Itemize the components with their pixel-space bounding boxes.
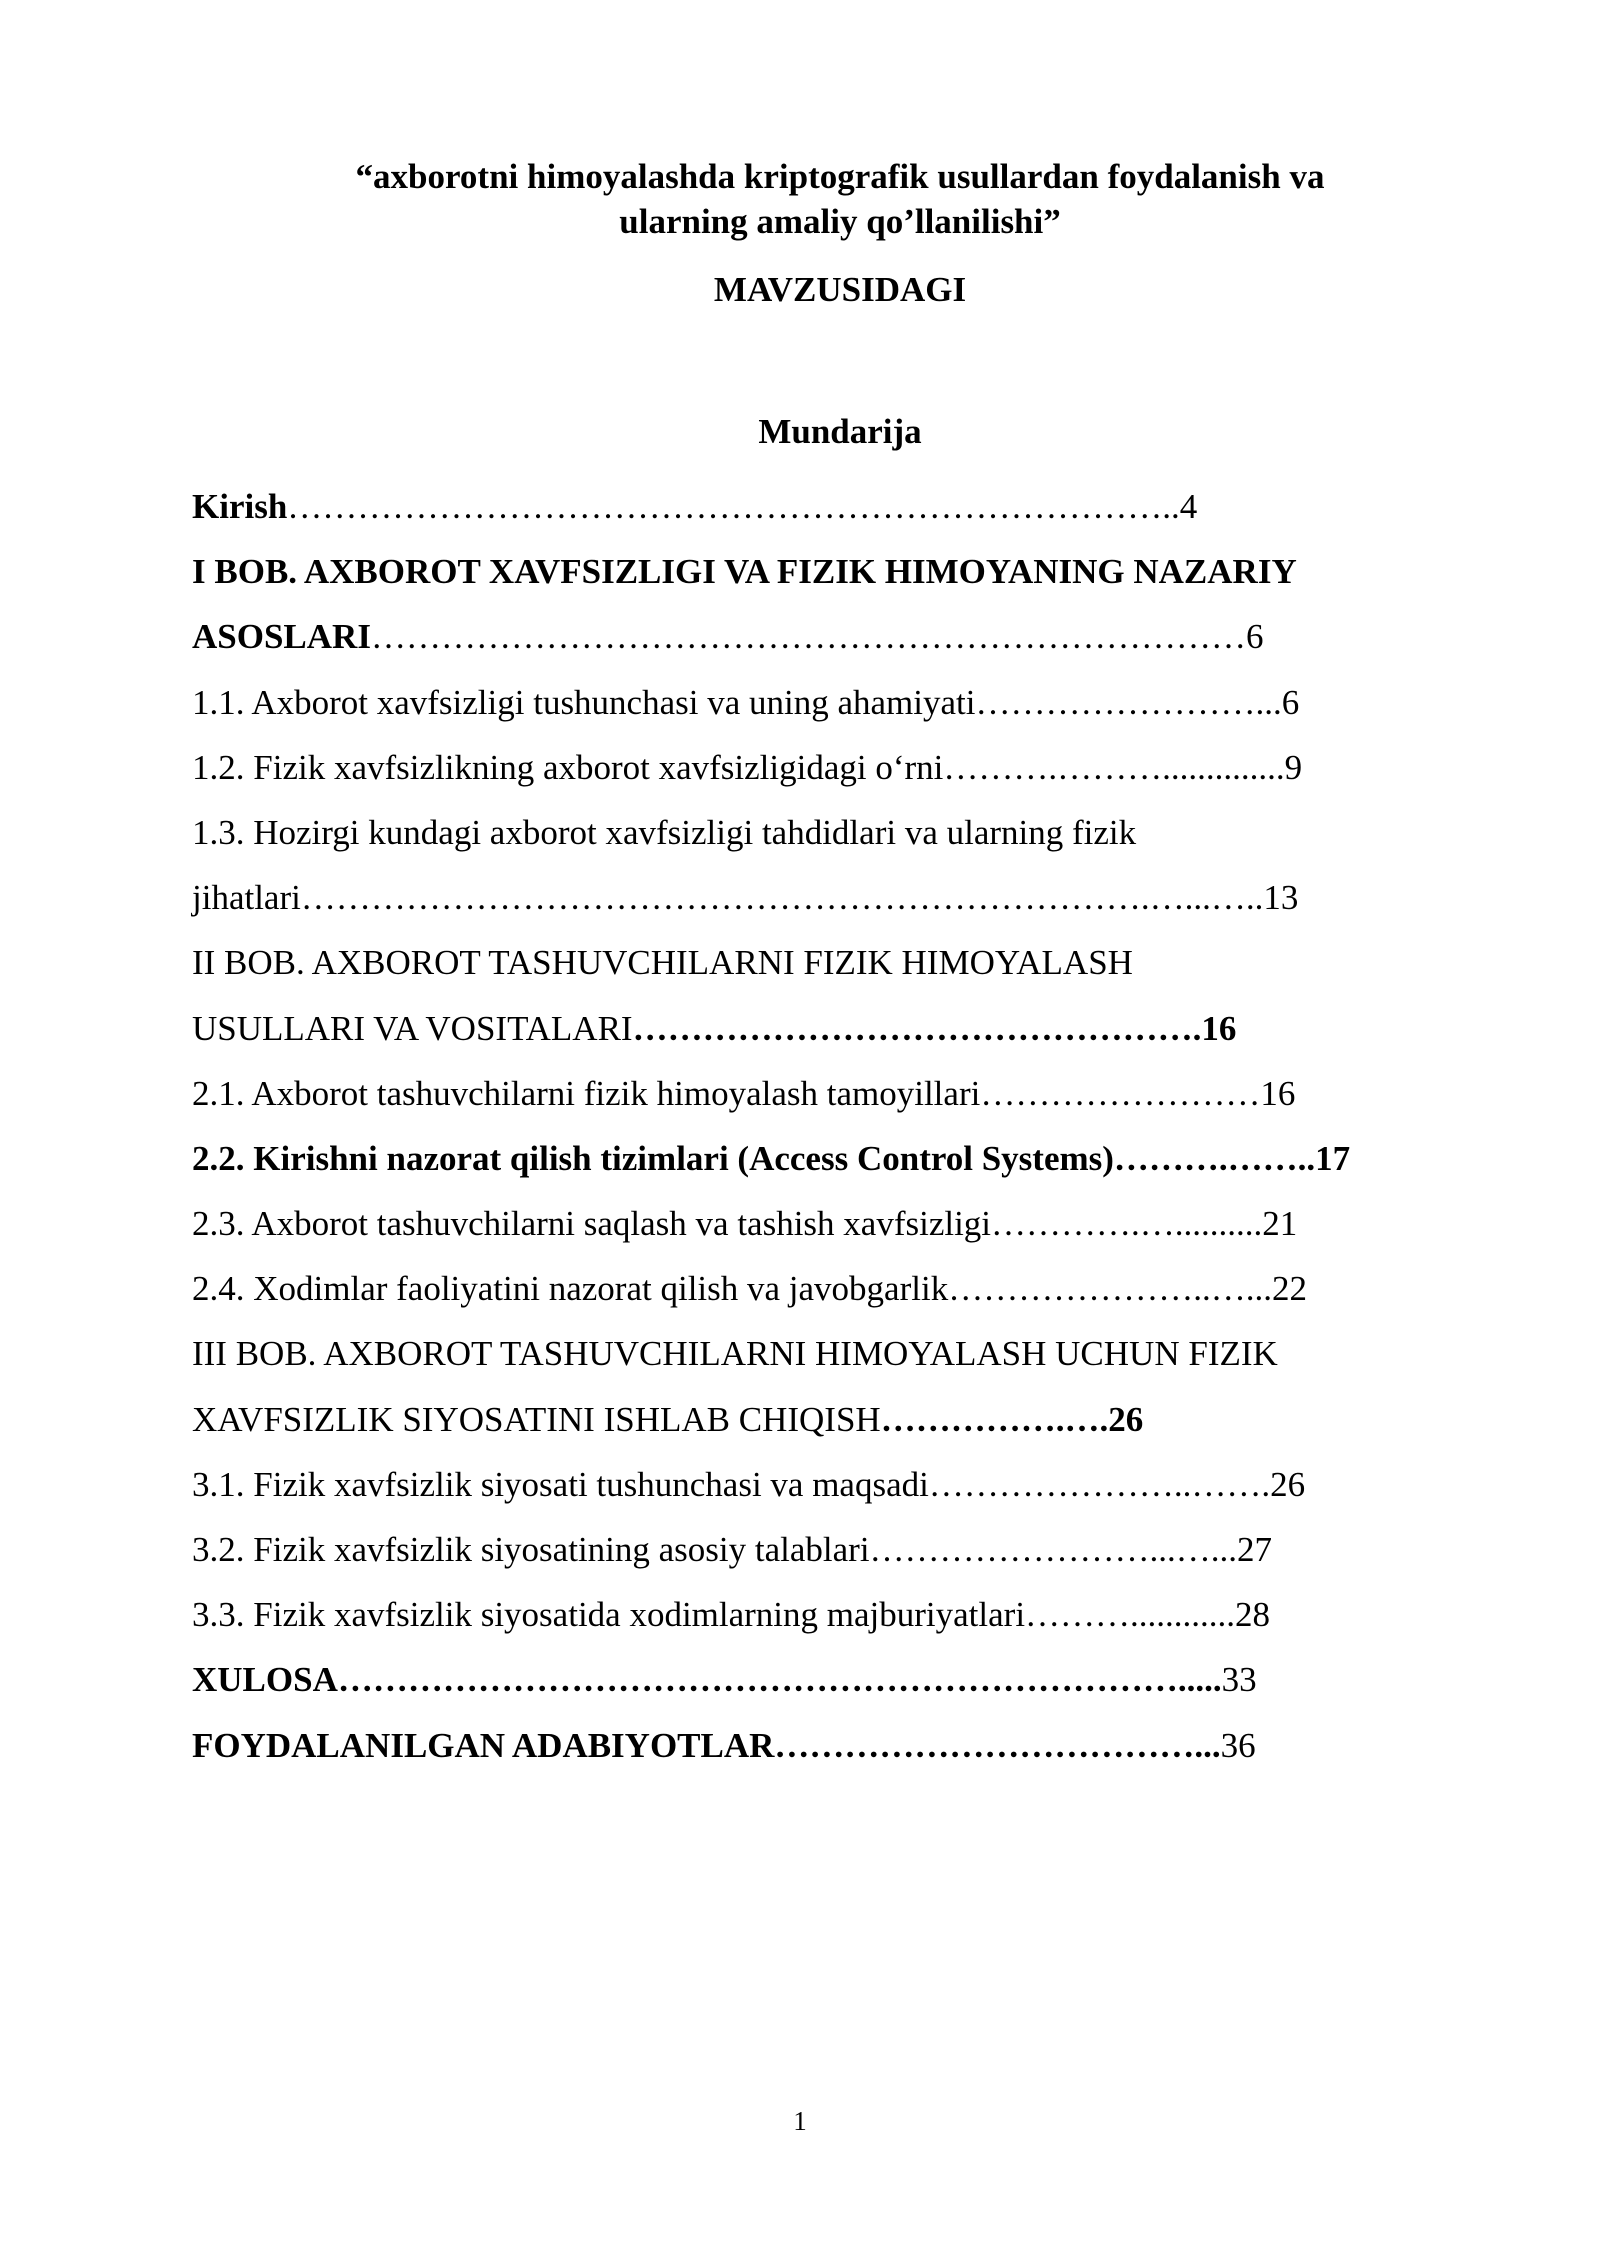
toc-entry-text: ..... (1177, 1660, 1222, 1700)
table-of-contents (192, 474, 1472, 1778)
document-title-line-1: “axborotni himoyalashda kriptografik usullardan foydalanish va (355, 157, 1325, 196)
toc-entry-text: 36 (1220, 1725, 1256, 1765)
toc-entry (192, 1713, 1472, 1778)
toc-entry-text: ………………………………………….16 (632, 1008, 1237, 1048)
toc-entry-text: 1.2. Fizik xavfsizlikning axborot xavfsizligidagi o‘rni……….………..............9 (192, 747, 1303, 787)
page-number: 1 (793, 2106, 807, 2136)
toc-entry (192, 1582, 1472, 1647)
toc-entry (192, 865, 1472, 930)
toc-entry-text: …………………………………………………………………..4 (287, 487, 1198, 526)
toc-entry (192, 1387, 1472, 1452)
toc-entry-text: 1.3. Hozirgi kundagi axborot xavfsizligi tahdidlari va ularning fizik (192, 812, 1137, 852)
table-of-contents-heading: Mundarija (758, 412, 922, 451)
toc-entry (192, 996, 1472, 1061)
toc-entry-text: 2.4. Xodimlar faoliyatini nazorat qilish va javobgarlik…………………..…...22 (192, 1269, 1307, 1309)
toc-entry (192, 1061, 1472, 1126)
toc-entry (192, 930, 1472, 995)
toc-entry-text: ASOSLARI (192, 617, 371, 657)
toc-entry (192, 1517, 1472, 1582)
toc-entry-text: 33 (1221, 1660, 1257, 1700)
toc-entry-text: 2.1. Axborot tashuvchilarni fizik himoyalash tamoyillari……………………16 (192, 1073, 1296, 1113)
toc-entry-text: 2.2. Kirishni nazorat qilish tizimlari (Access Control Systems)……….……..17 (192, 1138, 1351, 1178)
toc-entry-text: 3.2. Fizik xavfsizlik siyosatining asosiy talablari……………………...…...27 (192, 1530, 1273, 1569)
toc-entry-text: …………………………………………………………………6 (370, 617, 1264, 657)
toc-entry-text: I BOB. AXBOROT XAVFSIZLIGI VA FIZIK HIMOYANING NAZARIY (192, 552, 1297, 592)
toc-entry (192, 670, 1472, 735)
document-subject-label: MAVZUSIDAGI (713, 270, 967, 309)
toc-entry (192, 735, 1472, 800)
toc-entry (192, 1191, 1472, 1256)
toc-entry (192, 1321, 1472, 1386)
toc-entry-text: …………….….26 (880, 1399, 1144, 1439)
toc-entry-text: Kirish (192, 487, 288, 526)
toc-entry-text: III BOB. AXBOROT TASHUVCHILARNI HIMOYALASH UCHUN FIZIK (192, 1334, 1278, 1374)
toc-entry-text: jihatlari……………………………………………………………….…...…..13 (192, 878, 1299, 918)
toc-entry-text: XAVFSIZLIK SIYOSATINI ISHLAB CHIQISH (192, 1399, 881, 1439)
toc-entry (192, 539, 1472, 604)
toc-entry-text: XULOSA……………………………………………………………… (192, 1660, 1178, 1700)
document-title-line-2: ularning amaliy qo’llanilishi” (619, 202, 1061, 241)
toc-entry (192, 1647, 1472, 1712)
toc-entry (192, 1256, 1472, 1321)
toc-entry-text: USULLARI VA VOSITALARI (192, 1008, 633, 1048)
toc-entry-text: 1.1. Axborot xavfsizligi tushunchasi va uning ahamiyati……………………...6 (192, 682, 1300, 722)
toc-entry (192, 1452, 1472, 1517)
toc-entry-text: 3.3. Fizik xavfsizlik siyosatida xodimlarning majburiyatlari………............28 (192, 1595, 1271, 1635)
toc-entry (192, 800, 1472, 865)
toc-entry-text: 2.3. Axborot tashuvchilarni saqlash va tashish xavfsizligi………….…..........21 (192, 1204, 1298, 1244)
toc-entry-text: II BOB. AXBOROT TASHUVCHILARNI FIZIK HIMOYALASH (192, 943, 1133, 983)
toc-entry (192, 604, 1472, 669)
toc-entry-text: FOYDALANILGAN ADABIYOTLAR………………………………... (192, 1725, 1221, 1765)
toc-entry (192, 1126, 1472, 1191)
toc-entry (192, 474, 1472, 539)
toc-entry-text: 3.1. Fizik xavfsizlik siyosati tushunchasi va maqsadi…………………..…….26 (192, 1464, 1306, 1504)
